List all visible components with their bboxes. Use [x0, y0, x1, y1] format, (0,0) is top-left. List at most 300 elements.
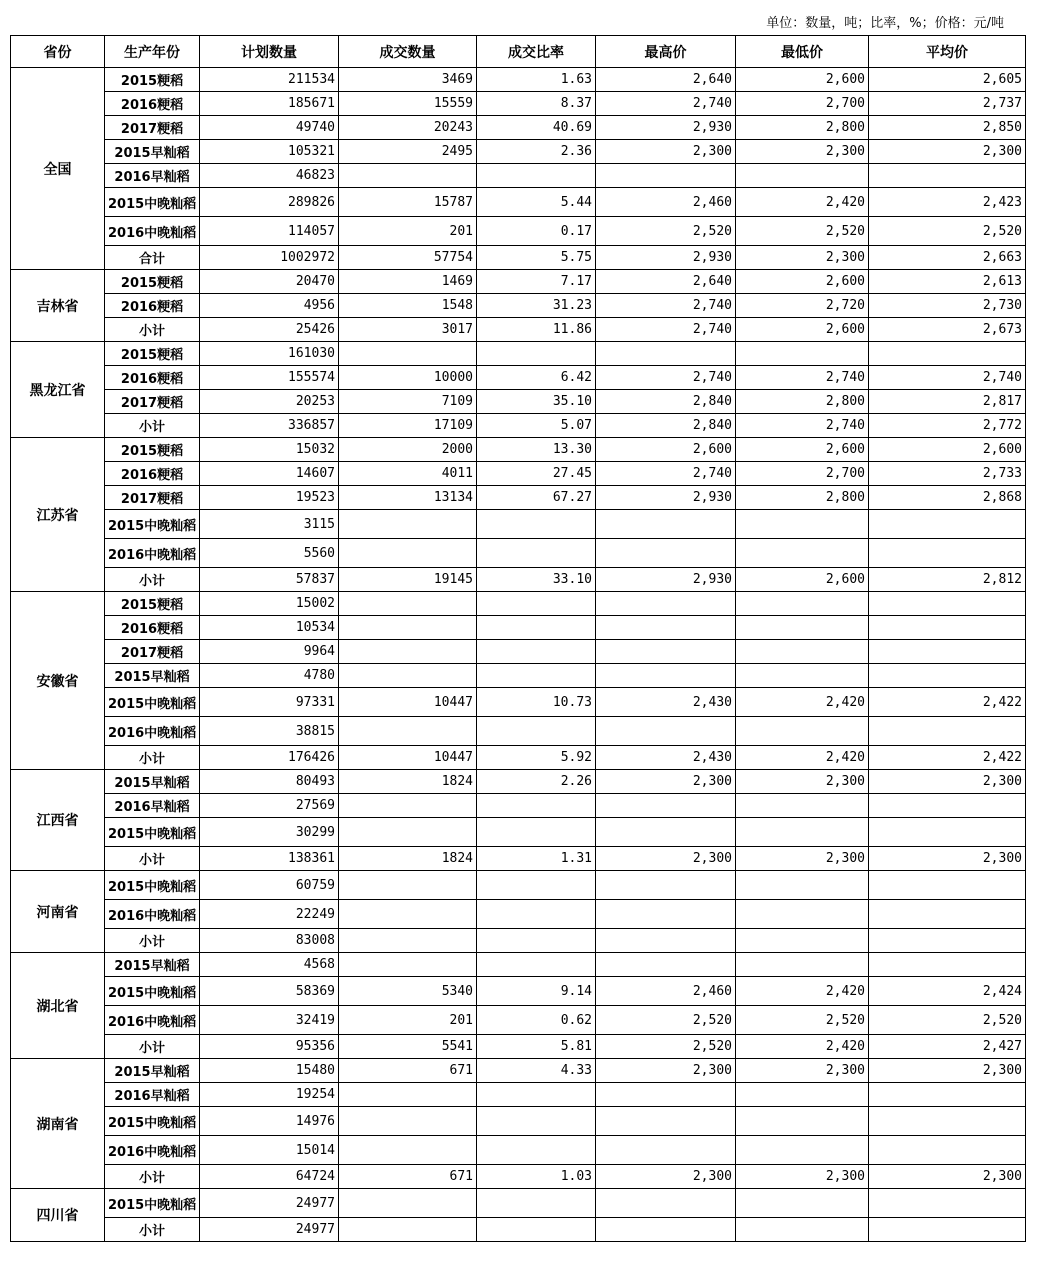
min-price-cell: 2,300 — [736, 140, 869, 164]
table-row — [11, 92, 1026, 116]
avg-price-cell: 2,812 — [869, 568, 1026, 592]
planned-qty-cell: 15032 — [200, 438, 339, 462]
avg-price-cell: 2,423 — [869, 188, 1026, 217]
year-cell: 2015中晚籼稻 — [105, 1189, 200, 1218]
traded-qty-cell: 2495 — [339, 140, 477, 164]
planned-qty-cell: 24977 — [200, 1218, 339, 1242]
avg-price-cell — [869, 1218, 1026, 1242]
year-cell: 小计 — [105, 746, 200, 770]
trade-ratio-cell — [477, 818, 596, 847]
traded-qty-cell: 1824 — [339, 770, 477, 794]
planned-qty-cell: 27569 — [200, 794, 339, 818]
traded-qty-cell: 10000 — [339, 366, 477, 390]
min-price-cell — [736, 794, 869, 818]
avg-price-cell — [869, 717, 1026, 746]
trade-ratio-cell: 67.27 — [477, 486, 596, 510]
year-cell: 2015中晚籼稻 — [105, 688, 200, 717]
min-price-cell: 2,600 — [736, 318, 869, 342]
planned-qty-cell: 46823 — [200, 164, 339, 188]
year-cell: 2015中晚籼稻 — [105, 510, 200, 539]
min-price-cell — [736, 953, 869, 977]
planned-qty-cell: 176426 — [200, 746, 339, 770]
max-price-cell — [596, 794, 736, 818]
min-price-cell: 2,300 — [736, 246, 869, 270]
year-cell: 2015早籼稻 — [105, 664, 200, 688]
traded-qty-cell — [339, 664, 477, 688]
trade-ratio-cell: 8.37 — [477, 92, 596, 116]
min-price-cell — [736, 871, 869, 900]
min-price-cell — [736, 1083, 869, 1107]
min-price-cell — [736, 539, 869, 568]
traded-qty-cell: 2000 — [339, 438, 477, 462]
planned-qty-cell: 105321 — [200, 140, 339, 164]
max-price-cell — [596, 1218, 736, 1242]
trade-ratio-cell: 5.81 — [477, 1035, 596, 1059]
traded-qty-cell: 17109 — [339, 414, 477, 438]
min-price-cell: 2,520 — [736, 1006, 869, 1035]
table-row — [11, 539, 1026, 568]
year-cell: 2016早籼稻 — [105, 164, 200, 188]
trade-ratio-cell: 4.33 — [477, 1059, 596, 1083]
planned-qty-cell: 5560 — [200, 539, 339, 568]
table-row — [11, 294, 1026, 318]
rice-auction-table — [10, 35, 1026, 1242]
planned-qty-cell: 30299 — [200, 818, 339, 847]
table-row — [11, 1189, 1026, 1218]
planned-qty-cell: 58369 — [200, 977, 339, 1006]
max-price-cell: 2,740 — [596, 92, 736, 116]
max-price-cell — [596, 900, 736, 929]
avg-price-cell: 2,817 — [869, 390, 1026, 414]
planned-qty-cell: 14976 — [200, 1107, 339, 1136]
table-row — [11, 818, 1026, 847]
year-cell: 2015粳稻 — [105, 438, 200, 462]
avg-price-cell: 2,300 — [869, 140, 1026, 164]
traded-qty-cell — [339, 1083, 477, 1107]
table-row — [11, 1136, 1026, 1165]
year-cell: 2016中晚籼稻 — [105, 1136, 200, 1165]
traded-qty-cell — [339, 794, 477, 818]
year-cell: 2016中晚籼稻 — [105, 1006, 200, 1035]
trade-ratio-cell: 40.69 — [477, 116, 596, 140]
trade-ratio-cell: 35.10 — [477, 390, 596, 414]
avg-price-cell: 2,733 — [869, 462, 1026, 486]
min-price-cell — [736, 510, 869, 539]
planned-qty-cell: 15014 — [200, 1136, 339, 1165]
year-cell: 2015早籼稻 — [105, 953, 200, 977]
max-price-cell — [596, 1107, 736, 1136]
max-price-cell: 2,740 — [596, 462, 736, 486]
avg-price-cell — [869, 616, 1026, 640]
max-price-cell: 2,930 — [596, 246, 736, 270]
planned-qty-cell: 4568 — [200, 953, 339, 977]
year-cell: 2015粳稻 — [105, 68, 200, 92]
table-row — [11, 318, 1026, 342]
trade-ratio-cell — [477, 1218, 596, 1242]
table-row — [11, 1107, 1026, 1136]
max-price-cell — [596, 510, 736, 539]
avg-price-cell: 2,600 — [869, 438, 1026, 462]
table-row — [11, 1218, 1026, 1242]
province-cell: 江西省 — [11, 770, 105, 871]
trade-ratio-cell: 2.26 — [477, 770, 596, 794]
max-price-cell — [596, 1189, 736, 1218]
traded-qty-cell — [339, 342, 477, 366]
table-row — [11, 366, 1026, 390]
max-price-cell — [596, 592, 736, 616]
min-price-cell: 2,300 — [736, 847, 869, 871]
traded-qty-cell — [339, 592, 477, 616]
header-ratio: 成交比率 — [477, 36, 596, 68]
min-price-cell — [736, 640, 869, 664]
planned-qty-cell: 25426 — [200, 318, 339, 342]
avg-price-cell: 2,605 — [869, 68, 1026, 92]
province-cell: 安徽省 — [11, 592, 105, 770]
traded-qty-cell: 15559 — [339, 92, 477, 116]
max-price-cell: 2,740 — [596, 318, 736, 342]
header-planned: 计划数量 — [200, 36, 339, 68]
avg-price-cell — [869, 929, 1026, 953]
max-price-cell: 2,740 — [596, 366, 736, 390]
max-price-cell — [596, 664, 736, 688]
year-cell: 小计 — [105, 1165, 200, 1189]
min-price-cell: 2,300 — [736, 1059, 869, 1083]
trade-ratio-cell: 5.92 — [477, 746, 596, 770]
max-price-cell: 2,460 — [596, 188, 736, 217]
max-price-cell — [596, 1083, 736, 1107]
traded-qty-cell — [339, 871, 477, 900]
table-row — [11, 746, 1026, 770]
trade-ratio-cell: 5.75 — [477, 246, 596, 270]
planned-qty-cell: 15480 — [200, 1059, 339, 1083]
max-price-cell — [596, 871, 736, 900]
traded-qty-cell — [339, 900, 477, 929]
trade-ratio-cell — [477, 794, 596, 818]
min-price-cell: 2,800 — [736, 116, 869, 140]
year-cell: 2017粳稻 — [105, 640, 200, 664]
trade-ratio-cell — [477, 616, 596, 640]
traded-qty-cell: 15787 — [339, 188, 477, 217]
avg-price-cell: 2,737 — [869, 92, 1026, 116]
year-cell: 2016粳稻 — [105, 462, 200, 486]
table-row — [11, 164, 1026, 188]
planned-qty-cell: 15002 — [200, 592, 339, 616]
traded-qty-cell: 1469 — [339, 270, 477, 294]
planned-qty-cell: 20470 — [200, 270, 339, 294]
traded-qty-cell: 201 — [339, 217, 477, 246]
avg-price-cell: 2,300 — [869, 847, 1026, 871]
max-price-cell: 2,930 — [596, 568, 736, 592]
year-cell: 2015早籼稻 — [105, 1059, 200, 1083]
trade-ratio-cell — [477, 592, 596, 616]
trade-ratio-cell — [477, 640, 596, 664]
trade-ratio-cell: 1.31 — [477, 847, 596, 871]
max-price-cell: 2,930 — [596, 116, 736, 140]
province-cell: 湖南省 — [11, 1059, 105, 1189]
trade-ratio-cell — [477, 871, 596, 900]
max-price-cell — [596, 164, 736, 188]
year-cell: 2016中晚籼稻 — [105, 539, 200, 568]
planned-qty-cell: 3115 — [200, 510, 339, 539]
trade-ratio-cell — [477, 1189, 596, 1218]
traded-qty-cell: 201 — [339, 1006, 477, 1035]
traded-qty-cell: 5340 — [339, 977, 477, 1006]
province-cell: 四川省 — [11, 1189, 105, 1242]
min-price-cell: 2,300 — [736, 1165, 869, 1189]
max-price-cell: 2,740 — [596, 294, 736, 318]
traded-qty-cell — [339, 1136, 477, 1165]
table-row — [11, 871, 1026, 900]
table-row — [11, 414, 1026, 438]
trade-ratio-cell — [477, 342, 596, 366]
min-price-cell — [736, 717, 869, 746]
table-row — [11, 140, 1026, 164]
table-body — [11, 68, 1026, 1242]
header-avg-price: 平均价 — [869, 36, 1026, 68]
header-min-price: 最低价 — [736, 36, 869, 68]
max-price-cell: 2,640 — [596, 68, 736, 92]
max-price-cell: 2,300 — [596, 770, 736, 794]
min-price-cell: 2,420 — [736, 977, 869, 1006]
year-cell: 2017粳稻 — [105, 116, 200, 140]
planned-qty-cell: 20253 — [200, 390, 339, 414]
trade-ratio-cell: 13.30 — [477, 438, 596, 462]
traded-qty-cell — [339, 953, 477, 977]
year-cell: 2016早籼稻 — [105, 1083, 200, 1107]
min-price-cell — [736, 900, 869, 929]
planned-qty-cell: 138361 — [200, 847, 339, 871]
header-traded: 成交数量 — [339, 36, 477, 68]
trade-ratio-cell — [477, 900, 596, 929]
traded-qty-cell — [339, 929, 477, 953]
table-row — [11, 616, 1026, 640]
table-row — [11, 270, 1026, 294]
year-cell: 合计 — [105, 246, 200, 270]
avg-price-cell: 2,300 — [869, 1059, 1026, 1083]
max-price-cell: 2,460 — [596, 977, 736, 1006]
min-price-cell: 2,420 — [736, 688, 869, 717]
table-row — [11, 1006, 1026, 1035]
avg-price-cell: 2,730 — [869, 294, 1026, 318]
trade-ratio-cell: 5.07 — [477, 414, 596, 438]
table-row — [11, 1083, 1026, 1107]
traded-qty-cell: 3469 — [339, 68, 477, 92]
table-row — [11, 717, 1026, 746]
avg-price-cell: 2,520 — [869, 1006, 1026, 1035]
year-cell: 小计 — [105, 1035, 200, 1059]
planned-qty-cell: 14607 — [200, 462, 339, 486]
avg-price-cell — [869, 818, 1026, 847]
year-cell: 2015中晚籼稻 — [105, 1107, 200, 1136]
year-cell: 2016粳稻 — [105, 92, 200, 116]
planned-qty-cell: 95356 — [200, 1035, 339, 1059]
trade-ratio-cell: 1.03 — [477, 1165, 596, 1189]
min-price-cell — [736, 1136, 869, 1165]
max-price-cell: 2,930 — [596, 486, 736, 510]
min-price-cell — [736, 664, 869, 688]
min-price-cell: 2,520 — [736, 217, 869, 246]
avg-price-cell — [869, 539, 1026, 568]
trade-ratio-cell: 10.73 — [477, 688, 596, 717]
table-row — [11, 568, 1026, 592]
min-price-cell — [736, 929, 869, 953]
table-row — [11, 794, 1026, 818]
min-price-cell: 2,420 — [736, 746, 869, 770]
trade-ratio-cell — [477, 539, 596, 568]
min-price-cell: 2,720 — [736, 294, 869, 318]
year-cell: 2017粳稻 — [105, 486, 200, 510]
planned-qty-cell: 4956 — [200, 294, 339, 318]
table-row — [11, 486, 1026, 510]
planned-qty-cell: 4780 — [200, 664, 339, 688]
year-cell: 小计 — [105, 1218, 200, 1242]
avg-price-cell: 2,424 — [869, 977, 1026, 1006]
header-year: 生产年份 — [105, 36, 200, 68]
trade-ratio-cell: 31.23 — [477, 294, 596, 318]
traded-qty-cell: 10447 — [339, 746, 477, 770]
traded-qty-cell — [339, 616, 477, 640]
min-price-cell — [736, 1218, 869, 1242]
traded-qty-cell: 13134 — [339, 486, 477, 510]
province-cell: 湖北省 — [11, 953, 105, 1059]
avg-price-cell: 2,300 — [869, 770, 1026, 794]
max-price-cell: 2,430 — [596, 746, 736, 770]
max-price-cell — [596, 640, 736, 664]
avg-price-cell — [869, 510, 1026, 539]
max-price-cell — [596, 539, 736, 568]
trade-ratio-cell: 9.14 — [477, 977, 596, 1006]
planned-qty-cell: 22249 — [200, 900, 339, 929]
year-cell: 2015中晚籼稻 — [105, 818, 200, 847]
planned-qty-cell: 211534 — [200, 68, 339, 92]
province-cell: 河南省 — [11, 871, 105, 953]
avg-price-cell — [869, 342, 1026, 366]
traded-qty-cell: 3017 — [339, 318, 477, 342]
avg-price-cell: 2,613 — [869, 270, 1026, 294]
year-cell: 2015中晚籼稻 — [105, 188, 200, 217]
table-row — [11, 438, 1026, 462]
year-cell: 2017粳稻 — [105, 390, 200, 414]
planned-qty-cell: 57837 — [200, 568, 339, 592]
min-price-cell — [736, 164, 869, 188]
planned-qty-cell: 32419 — [200, 1006, 339, 1035]
trade-ratio-cell: 1.63 — [477, 68, 596, 92]
min-price-cell: 2,800 — [736, 486, 869, 510]
max-price-cell — [596, 929, 736, 953]
max-price-cell — [596, 616, 736, 640]
year-cell: 2016粳稻 — [105, 616, 200, 640]
table-row — [11, 664, 1026, 688]
traded-qty-cell — [339, 164, 477, 188]
planned-qty-cell: 161030 — [200, 342, 339, 366]
year-cell: 小计 — [105, 318, 200, 342]
table-row — [11, 977, 1026, 1006]
year-cell: 2015粳稻 — [105, 270, 200, 294]
year-cell: 小计 — [105, 929, 200, 953]
max-price-cell — [596, 1136, 736, 1165]
avg-price-cell — [869, 664, 1026, 688]
min-price-cell: 2,740 — [736, 366, 869, 390]
planned-qty-cell: 24977 — [200, 1189, 339, 1218]
avg-price-cell — [869, 1083, 1026, 1107]
traded-qty-cell: 20243 — [339, 116, 477, 140]
province-cell: 全国 — [11, 68, 105, 270]
max-price-cell: 2,300 — [596, 1059, 736, 1083]
trade-ratio-cell — [477, 953, 596, 977]
max-price-cell: 2,520 — [596, 1035, 736, 1059]
table-row — [11, 68, 1026, 92]
year-cell: 2015粳稻 — [105, 592, 200, 616]
avg-price-cell: 2,740 — [869, 366, 1026, 390]
table-row — [11, 900, 1026, 929]
traded-qty-cell — [339, 1218, 477, 1242]
avg-price-cell — [869, 871, 1026, 900]
min-price-cell — [736, 1189, 869, 1218]
planned-qty-cell: 38815 — [200, 717, 339, 746]
trade-ratio-cell: 27.45 — [477, 462, 596, 486]
avg-price-cell — [869, 953, 1026, 977]
table-row — [11, 847, 1026, 871]
table-row — [11, 188, 1026, 217]
traded-qty-cell: 57754 — [339, 246, 477, 270]
trade-ratio-cell: 7.17 — [477, 270, 596, 294]
table-row — [11, 510, 1026, 539]
planned-qty-cell: 60759 — [200, 871, 339, 900]
header-max-price: 最高价 — [596, 36, 736, 68]
year-cell: 2016中晚籼稻 — [105, 717, 200, 746]
planned-qty-cell: 336857 — [200, 414, 339, 438]
traded-qty-cell: 19145 — [339, 568, 477, 592]
max-price-cell — [596, 818, 736, 847]
traded-qty-cell — [339, 1107, 477, 1136]
planned-qty-cell: 155574 — [200, 366, 339, 390]
max-price-cell: 2,300 — [596, 1165, 736, 1189]
traded-qty-cell — [339, 1189, 477, 1218]
traded-qty-cell: 4011 — [339, 462, 477, 486]
year-cell: 2015早籼稻 — [105, 770, 200, 794]
traded-qty-cell: 671 — [339, 1059, 477, 1083]
trade-ratio-cell — [477, 1136, 596, 1165]
max-price-cell: 2,300 — [596, 140, 736, 164]
min-price-cell — [736, 818, 869, 847]
min-price-cell: 2,420 — [736, 1035, 869, 1059]
table-row — [11, 462, 1026, 486]
table-row — [11, 116, 1026, 140]
planned-qty-cell: 289826 — [200, 188, 339, 217]
planned-qty-cell: 64724 — [200, 1165, 339, 1189]
province-cell: 吉林省 — [11, 270, 105, 342]
traded-qty-cell: 5541 — [339, 1035, 477, 1059]
avg-price-cell — [869, 794, 1026, 818]
traded-qty-cell — [339, 640, 477, 664]
traded-qty-cell — [339, 818, 477, 847]
avg-price-cell: 2,673 — [869, 318, 1026, 342]
avg-price-cell: 2,422 — [869, 746, 1026, 770]
planned-qty-cell: 80493 — [200, 770, 339, 794]
max-price-cell: 2,430 — [596, 688, 736, 717]
table-row — [11, 217, 1026, 246]
min-price-cell — [736, 342, 869, 366]
table-row — [11, 953, 1026, 977]
province-cell: 黑龙江省 — [11, 342, 105, 438]
table-row — [11, 929, 1026, 953]
max-price-cell: 2,520 — [596, 217, 736, 246]
avg-price-cell — [869, 1136, 1026, 1165]
avg-price-cell — [869, 900, 1026, 929]
traded-qty-cell: 1548 — [339, 294, 477, 318]
table-row — [11, 390, 1026, 414]
trade-ratio-cell: 5.44 — [477, 188, 596, 217]
